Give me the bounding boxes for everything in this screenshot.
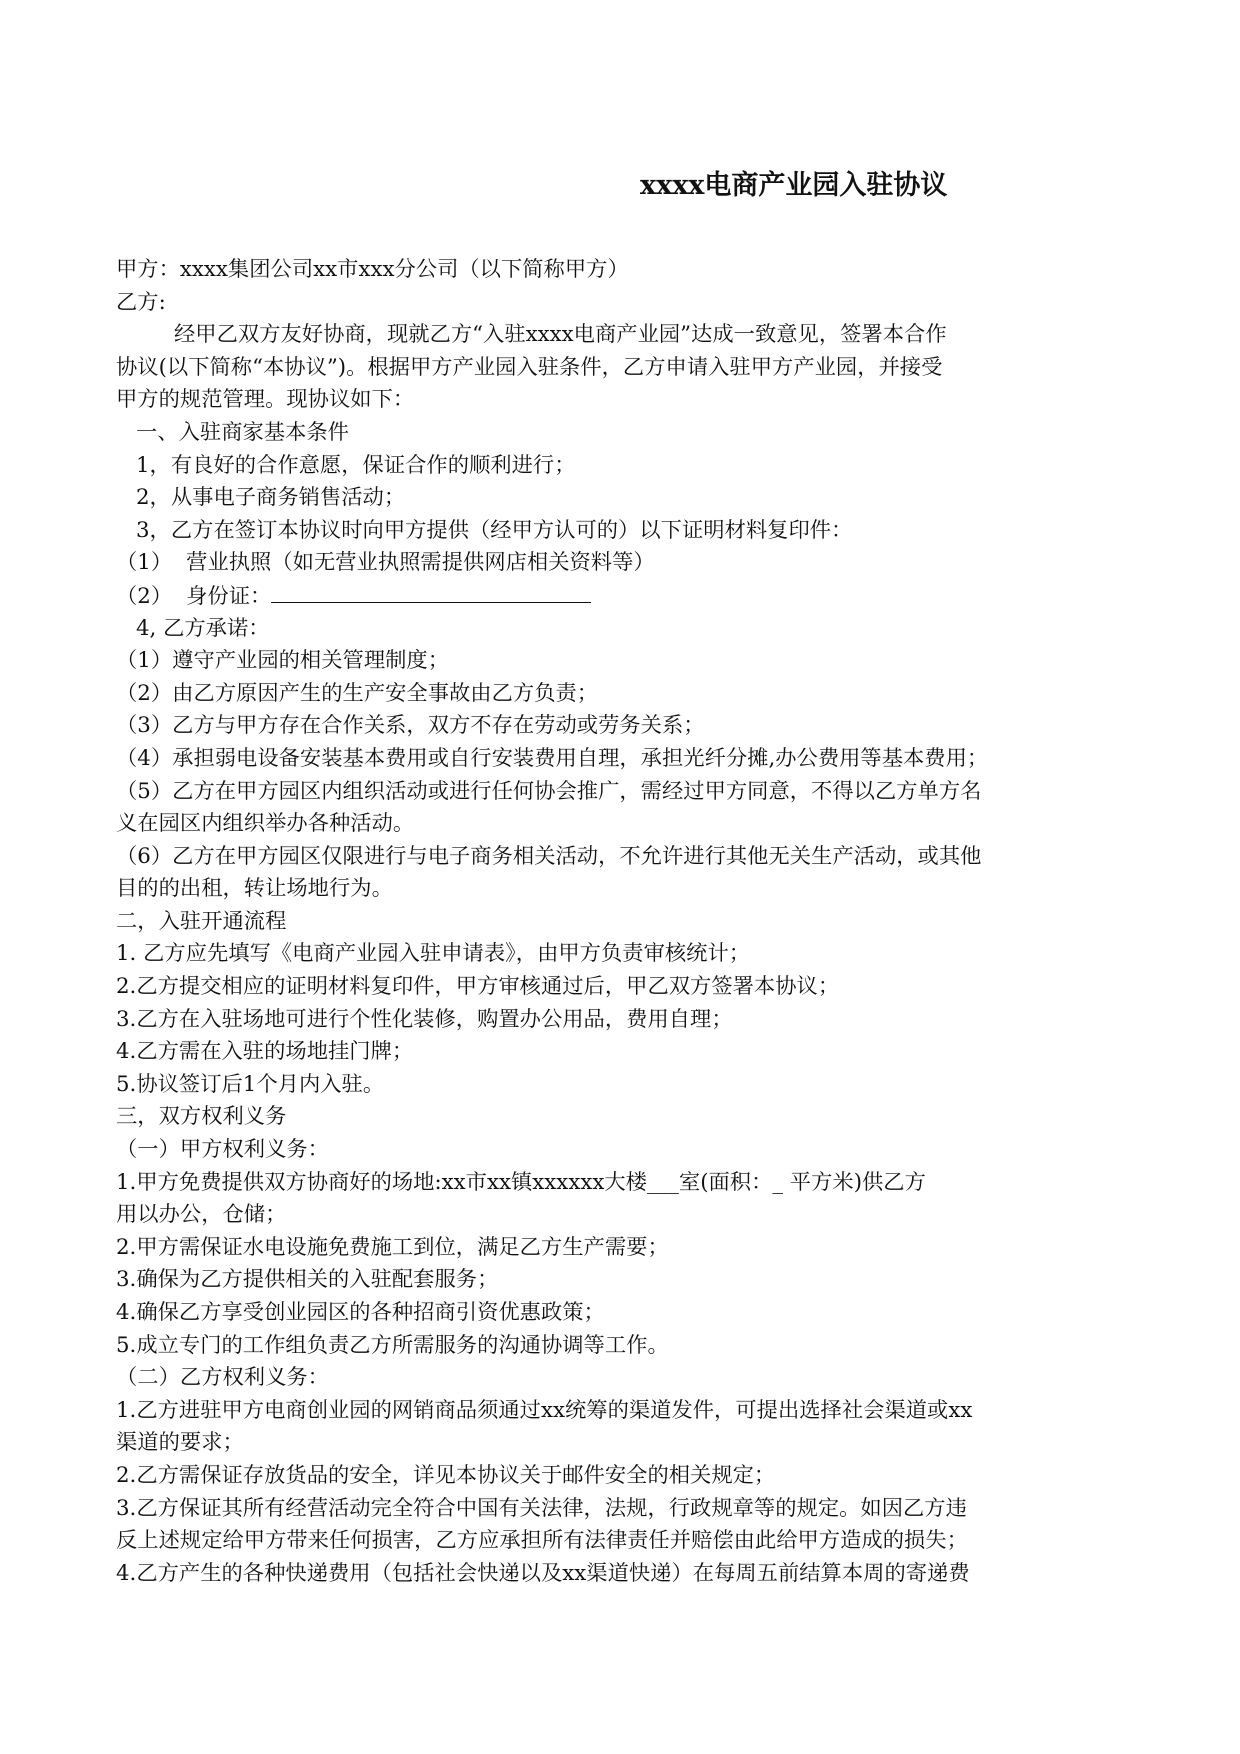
process-3: 3.乙方在入驻场地可进行个性化装修，购置办公用品，费用自理；: [116, 1006, 733, 1032]
process-5: 5.协议签订后1个月内入驻。: [116, 1071, 385, 1097]
condition-4: 4, 乙方承诺：: [136, 615, 270, 641]
promise-5-line-2: 义在园区内组织举办各种活动。: [116, 811, 415, 837]
party-a-duties-heading: （一）甲方权利义务：: [116, 1137, 329, 1163]
document-body: [116, 254, 1126, 1590]
promise-1: （1）遵守产业园的相关管理制度；: [116, 648, 450, 674]
condition-1: 1，有良好的合作意愿，保证合作的顺利进行；: [136, 452, 576, 478]
document-title: xxxx电商产业园入驻协议: [640, 170, 948, 201]
party-b-duty-3-line-2: 反上述规定给甲方带来任何损害，乙方应承担所有法律责任并赔偿由此给甲方造成的损失；: [116, 1528, 968, 1554]
party-b-duties-heading: （二）乙方权利义务：: [116, 1365, 329, 1391]
promise-6-line-1: （6）乙方在甲方园区仅限进行与电子商务相关活动，不允许进行其他无关生产活动，或其他: [116, 843, 982, 869]
promise-2: （2）由乙方原因产生的生产安全事故由乙方负责；: [116, 680, 599, 706]
condition-3: 3，乙方在签订本协议时向甲方提供（经甲方认可的）以下证明材料复印件：: [136, 517, 853, 543]
process-4: 4.乙方需在入驻的场地挂门牌；: [116, 1039, 414, 1065]
promise-4: （4）承担弱电设备安装基本费用或自行安装费用自理，承担光纤分摊,办公费用等基本费用；: [116, 745, 989, 771]
material-2-number: （2）: [116, 583, 173, 609]
party-b-duty-4-line-1: 4.乙方产生的各种快递费用（包括社会快递以及xx渠道快递）在每周五前结算本周的寄递费: [116, 1560, 970, 1586]
id-card-blank: [271, 580, 591, 603]
party-b-duty-3-line-1: 3.乙方保证其所有经营活动完全符合中国有关法律，法规，行政规章等的规定。如因乙方违: [116, 1495, 967, 1521]
material-1-text: 营业执照（如无营业执照需提供网店相关资料等）: [186, 550, 655, 576]
process-2: 2.乙方提交相应的证明材料复印件，甲方审核通过后，甲乙双方签署本协议；: [116, 974, 840, 1000]
promise-6-line-2: 目的的出租，转让场地行为。: [116, 876, 393, 902]
party-b-duty-1-line-2: 渠道的要求；: [116, 1430, 244, 1456]
material-2-text: 身份证：: [186, 583, 272, 609]
section-3-heading: 三，双方权利义务: [116, 1104, 287, 1130]
party-a-line: 甲方：xxxx集团公司xx市xxx分公司（以下简称甲方）: [116, 257, 629, 282]
party-a-duty-1-line-2: 用以办公，仓储；: [116, 1202, 287, 1228]
party-a-duty-2: 2.甲方需保证水电设施免费施工到位，满足乙方生产需要；: [116, 1234, 669, 1260]
party-a-duty-1-line-1: 1.甲方免费提供双方协商好的场地:xx市xx镇xxxxxx大楼___室(面积：_ 平方米)供乙方: [116, 1169, 926, 1195]
party-b-duty-1-line-1: 1.乙方进驻甲方电商创业园的网销商品须通过xx统筹的渠道发件，可提出选择社会渠道或xx: [116, 1397, 973, 1423]
section-2-heading: 二，入驻开通流程: [116, 908, 287, 934]
party-b-line: 乙方:: [116, 289, 166, 315]
condition-2: 2，从事电子商务销售活动；: [136, 485, 406, 511]
preamble-line-3: 甲方的规范管理。现协议如下：: [116, 387, 415, 413]
party-a-duty-5: 5.成立专门的工作组负责乙方所需服务的沟通协调等工作。: [116, 1332, 669, 1358]
process-1: 1. 乙方应先填写《电商产业园入驻申请表》，由甲方负责审核统计；: [116, 941, 751, 967]
preamble-line-1: 经甲乙双方友好协商，现就乙方“入驻xxxx电商产业园”达成一致意见，签署本合作: [174, 322, 947, 348]
material-2-line: [116, 580, 1126, 613]
preamble-line-2: 协议(以下简称“本协议”)。根据甲方产业园入驻条件，乙方申请入驻甲方产业园，并接受: [116, 354, 943, 380]
party-a-duty-3: 3.确保为乙方提供相关的入驻配套服务；: [116, 1267, 499, 1293]
party-b-duty-2: 2.乙方需保证存放货品的安全，详见本协议关于邮件安全的相关规定；: [116, 1462, 776, 1488]
promise-3: （3）乙方与甲方存在合作关系，双方不存在劳动或劳务关系；: [116, 713, 705, 739]
material-1-number: （1）: [116, 550, 173, 576]
party-a-duty-4: 4.确保乙方享受创业园区的各种招商引资优惠政策；: [116, 1300, 605, 1325]
section-1-heading: 一、入驻商家基本条件: [136, 419, 349, 445]
promise-5-line-1: （5）乙方在甲方园区内组织活动或进行任何协会推广，需经过甲方同意，不得以乙方单方名: [116, 778, 982, 804]
material-1-line: [116, 547, 1126, 580]
